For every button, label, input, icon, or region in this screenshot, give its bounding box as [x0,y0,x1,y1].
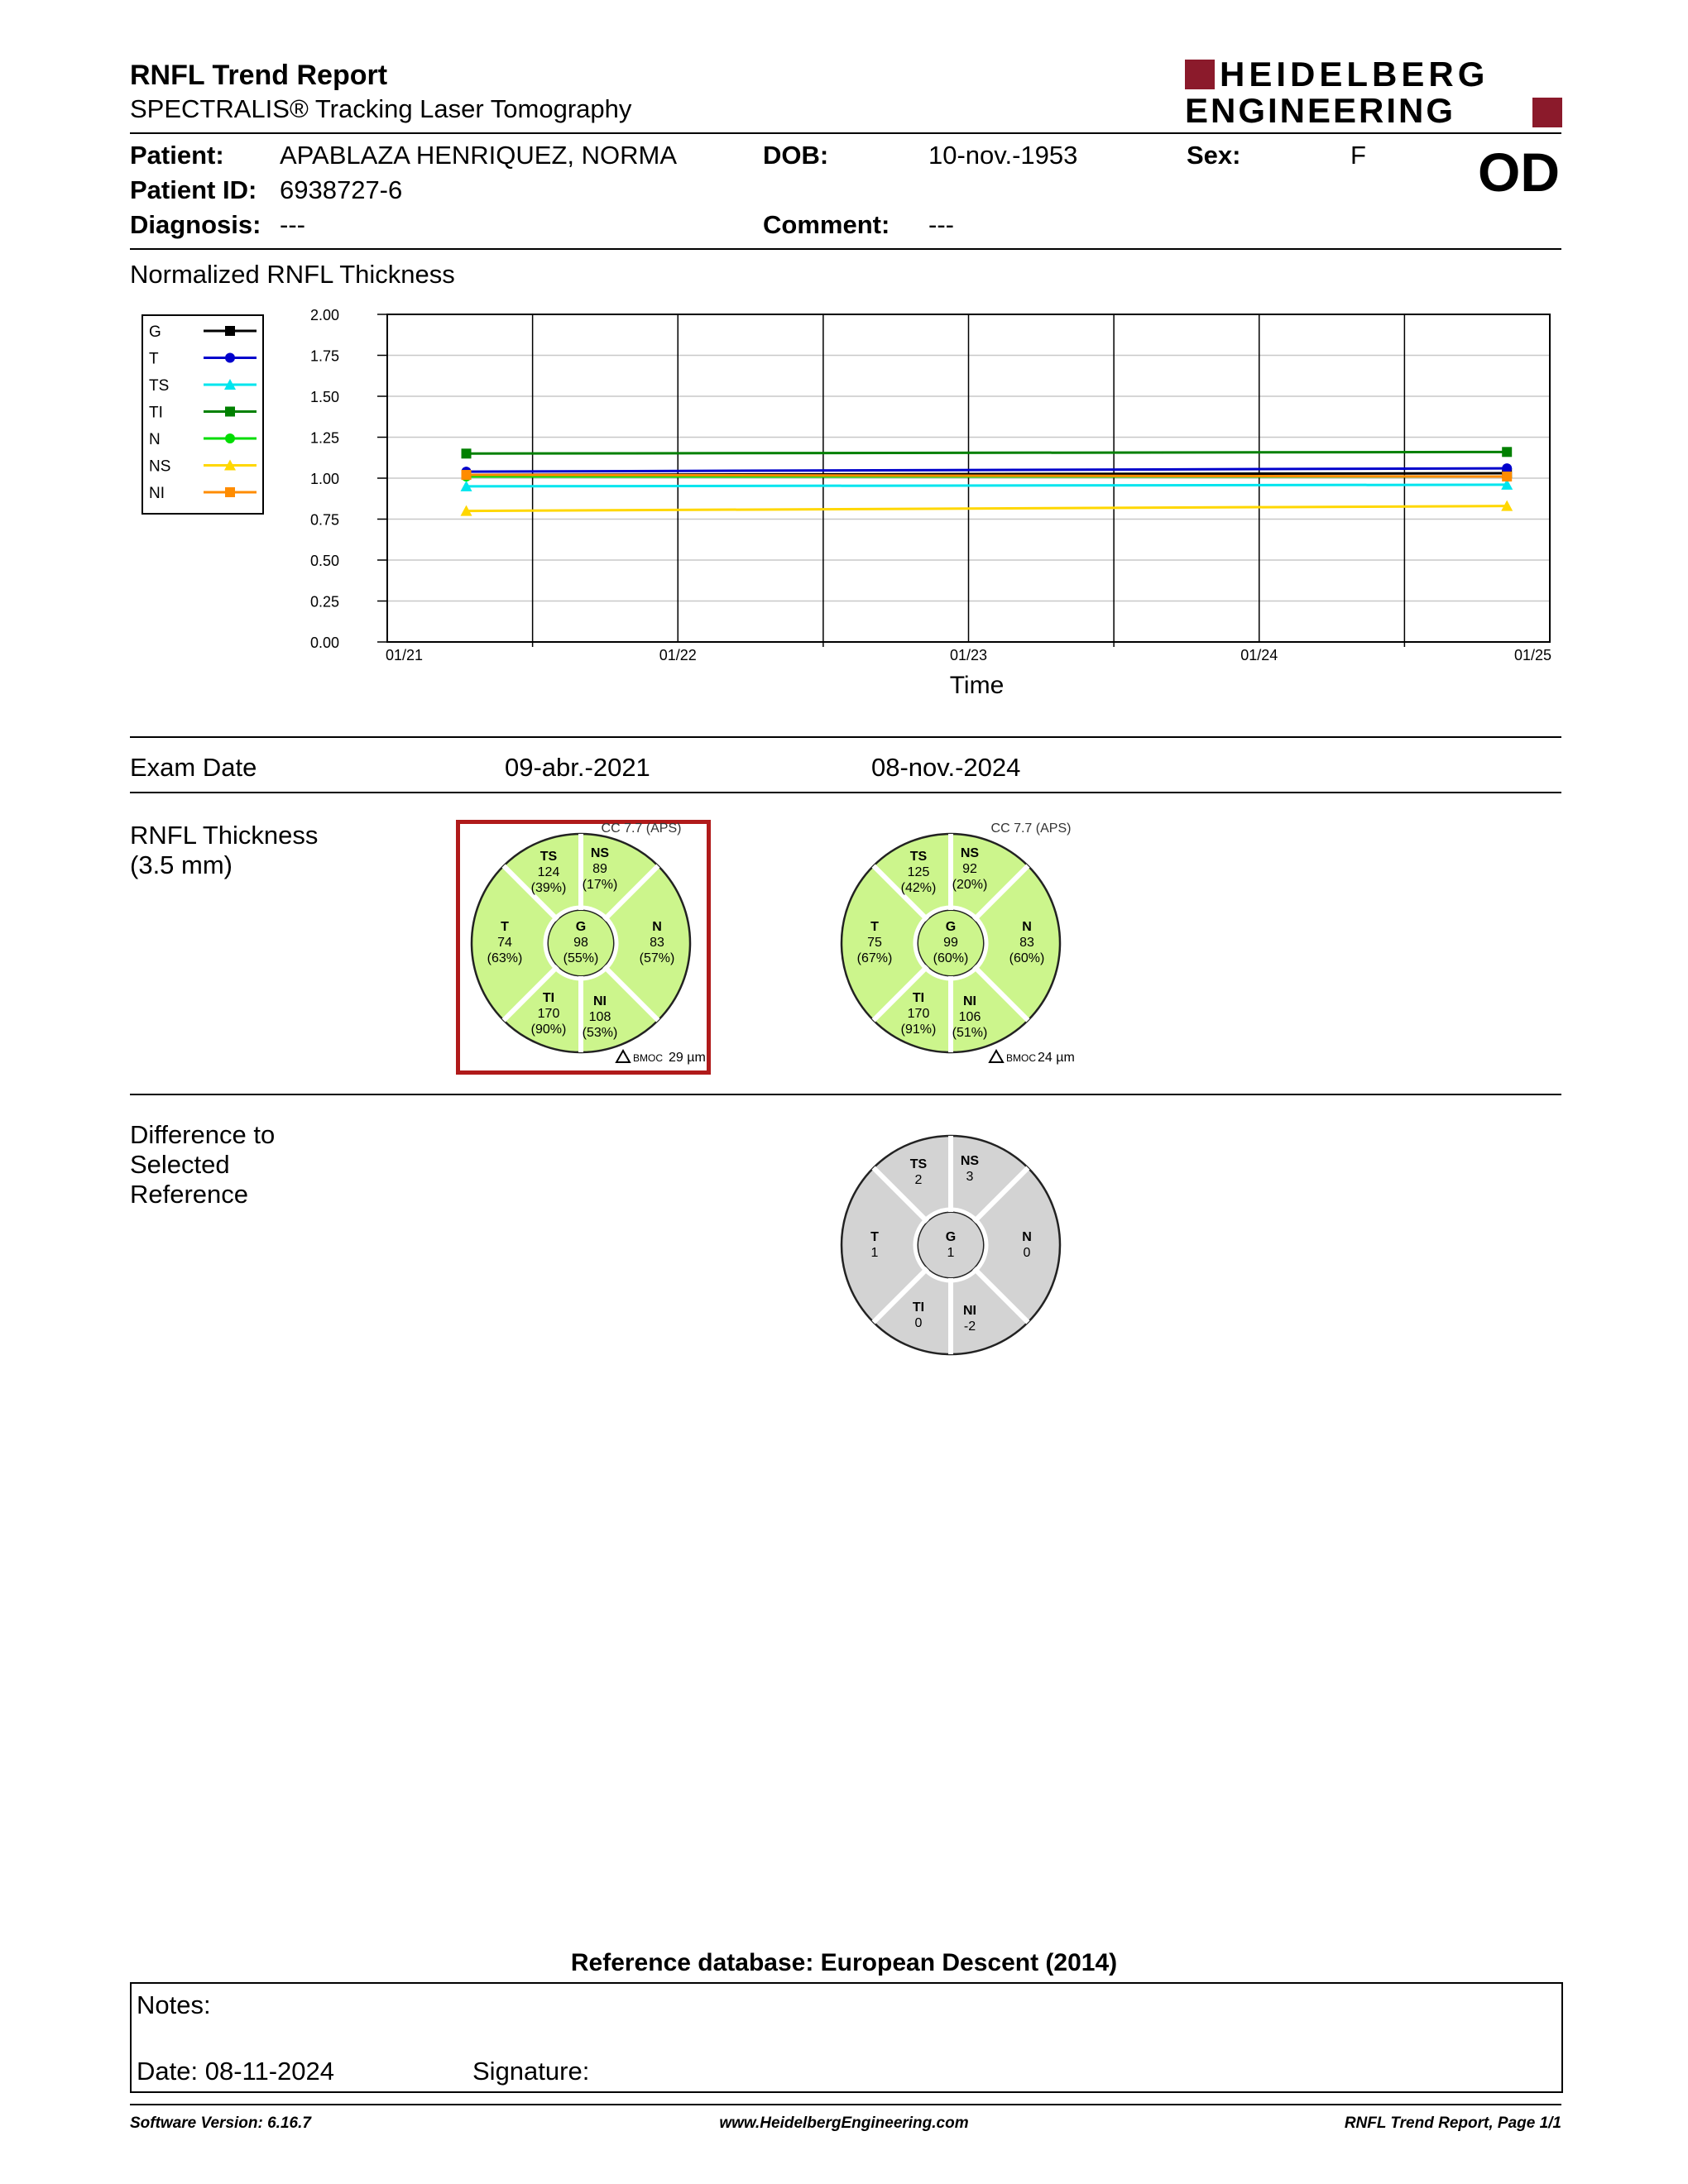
legend-marker-n [225,433,235,443]
sex-value: F [1350,141,1366,170]
svg-text:(17%): (17%) [582,878,618,892]
logo-text-engineering: ENGINEERING [1185,91,1456,130]
legend-label-ni: NI [149,485,165,502]
svg-text:106: 106 [958,1010,981,1024]
exam-2-cc: CC 7.7 (APS) [990,821,1072,836]
trend-section-title: Normalized RNFL Thickness [130,260,455,289]
report-subtitle: SPECTRALIS® Tracking Laser Tomography [130,94,632,123]
y-tick-label: 0.50 [309,553,339,569]
eye-indicator: OD [1478,141,1560,203]
svg-text:NS: NS [960,1154,980,1168]
svg-text:125: 125 [907,865,930,879]
svg-text:N: N [1022,1230,1032,1244]
logo-text-heidelberg: HEIDELBERG [1220,55,1489,93]
exam-2-bmo-triangle-icon [990,1051,1003,1062]
legend-label-g: G [149,323,161,341]
svg-text:1: 1 [947,1246,955,1260]
patient-id-label: Patient ID: [130,175,257,204]
difference-circle [829,1117,1086,1373]
footer-software-version: Software Version: 6.16.7 [130,2115,311,2132]
svg-text:74: 74 [497,936,512,950]
svg-text:-2: -2 [963,1320,976,1334]
svg-text:G: G [945,920,957,934]
series-point-ni [1502,472,1512,481]
svg-text:TI: TI [912,991,925,1005]
svg-text:NI: NI [593,994,607,1008]
svg-text:75: 75 [867,936,882,950]
svg-text:G: G [945,1230,957,1244]
legend-label-ns: NS [149,457,171,476]
svg-text:TS: TS [539,850,558,864]
exam-1-bmo-value: 29 µm [669,1051,706,1065]
series-line-ti [467,452,1508,453]
svg-text:92: 92 [962,862,977,876]
svg-text:NS: NS [960,846,980,860]
svg-text:(55%): (55%) [563,951,599,965]
svg-text:TS: TS [909,850,928,864]
exam-date-1: 09-abr.-2021 [505,753,650,782]
svg-text:(90%): (90%) [530,1023,567,1037]
legend-marker-t [225,353,235,363]
svg-text:(51%): (51%) [952,1026,988,1040]
x-tick-label: 01/22 [659,647,697,663]
legend-marker-g [225,326,235,336]
exam-date-label: Exam Date [130,753,257,782]
svg-text:83: 83 [650,936,664,950]
rnfl-circle-exam-1[interactable] [459,815,716,1071]
notes-label: Notes: [137,1990,211,2019]
series-line-ns [467,506,1508,511]
notes-date: Date: 08-11-2024 [137,2057,334,2086]
report-title: RNFL Trend Report [130,60,388,91]
svg-text:(67%): (67%) [856,951,893,965]
rnfl-thickness-label: RNFL Thickness [130,821,319,850]
svg-text:(42%): (42%) [900,881,937,895]
difference-label-2: Selected [130,1150,230,1179]
trend-plot-area [310,307,1551,699]
patient-id-value: 6938727-6 [280,175,403,204]
svg-text:3: 3 [966,1170,974,1184]
series-point-ti [1502,447,1512,457]
svg-text:124: 124 [537,865,560,879]
y-tick-label: 1.00 [309,471,339,487]
svg-text:TS: TS [909,1157,928,1171]
svg-text:(20%): (20%) [952,878,988,892]
patient-label: Patient: [130,141,224,170]
exam-top-divider [130,736,1561,738]
svg-text:2: 2 [914,1173,923,1187]
svg-text:(53%): (53%) [582,1026,618,1040]
exam-2-bmo-label: BMOC [1006,1052,1036,1064]
svg-text:TI: TI [912,1300,925,1315]
sex-label: Sex: [1187,141,1241,170]
svg-text:0: 0 [1023,1246,1031,1260]
y-tick-label: 0.75 [309,511,339,529]
x-tick-label: 01/23 [949,647,988,663]
svg-text:(63%): (63%) [487,951,523,965]
legend-label-n: N [149,431,161,448]
difference-label-1: Difference to [130,1120,276,1149]
difference-top-divider [130,1094,1561,1095]
x-tick-label: 01/21 [386,647,424,663]
notes-box[interactable] [130,1982,1563,2093]
difference-label-3: Reference [130,1180,249,1209]
series-line-ni [467,475,1508,477]
reference-database: Reference database: European Descent (2014) [570,1949,1118,1976]
trend-legend [142,315,263,514]
svg-text:T: T [870,1230,879,1244]
svg-text:1: 1 [870,1246,879,1260]
svg-text:83: 83 [1019,936,1034,950]
y-tick-label: 1.50 [309,389,339,405]
comment-label: Comment: [763,210,890,239]
svg-text:N: N [1022,920,1032,934]
exam-2-bmo-value: 24 µm [1038,1051,1075,1065]
legend-label-ti: TI [149,404,163,422]
legend-marker-ti [225,407,235,417]
legend-label-ts: TS [149,377,170,395]
footer-page-number: RNFL Trend Report, Page 1/1 [1344,2115,1561,2132]
series-point-ni [462,470,472,480]
exam-1-bmo-triangle-icon [616,1051,630,1062]
rnfl-thickness-diameter: (3.5 mm) [130,850,233,879]
svg-text:N: N [652,920,662,934]
svg-text:99: 99 [943,936,958,950]
footer-divider [130,2104,1561,2105]
svg-text:T: T [501,920,509,934]
notes-signature-label: Signature: [472,2057,590,2086]
series-line-ts [467,485,1508,486]
diagnosis-label: Diagnosis: [130,210,261,239]
x-tick-label: 01/24 [1240,647,1278,663]
series-line-t [467,468,1508,472]
x-tick-label: 01/25 [1513,647,1551,663]
dob-value: 10-nov.-1953 [928,141,1078,170]
svg-text:108: 108 [588,1010,611,1024]
svg-text:(91%): (91%) [900,1023,937,1037]
exam-date-2: 08-nov.-2024 [871,753,1021,782]
patient-name: APABLAZA HENRIQUEZ, NORMA [280,141,678,170]
svg-text:(60%): (60%) [933,951,969,965]
x-axis-label: Time [949,672,1005,699]
y-tick-label: 2.00 [309,307,339,323]
svg-text:NI: NI [963,1304,976,1318]
diagnosis-value: --- [280,210,305,239]
dob-label: DOB: [763,141,829,170]
trend-chart [0,0,1688,728]
difference-center-circle [918,1212,984,1278]
svg-text:T: T [870,920,879,934]
series-point-ti [462,448,472,458]
legend-marker-ni [225,487,235,497]
svg-text:NI: NI [963,994,976,1008]
legend-label-t: T [149,350,159,368]
footer-website: www.HeidelbergEngineering.com [719,2115,969,2132]
exam-1-cc: CC 7.7 (APS) [601,821,682,836]
svg-text:170: 170 [537,1007,560,1021]
svg-text:(57%): (57%) [639,951,675,965]
comment-value: --- [928,210,954,239]
svg-text:TI: TI [542,991,555,1005]
svg-text:(39%): (39%) [530,881,567,895]
svg-text:170: 170 [907,1007,930,1021]
y-tick-label: 0.00 [309,635,339,651]
y-tick-label: 0.25 [309,593,339,611]
rnfl-circle-exam-2[interactable] [829,815,1086,1071]
y-tick-label: 1.25 [309,429,339,447]
svg-text:G: G [575,920,587,934]
exam-date-divider [130,792,1561,793]
y-tick-label: 1.75 [309,347,339,365]
svg-text:0: 0 [914,1316,923,1330]
svg-text:NS: NS [590,846,610,860]
svg-text:(60%): (60%) [1009,951,1045,965]
exam-1-bmo-label: BMOC [633,1052,663,1064]
svg-text:98: 98 [573,936,588,950]
svg-text:89: 89 [592,862,607,876]
